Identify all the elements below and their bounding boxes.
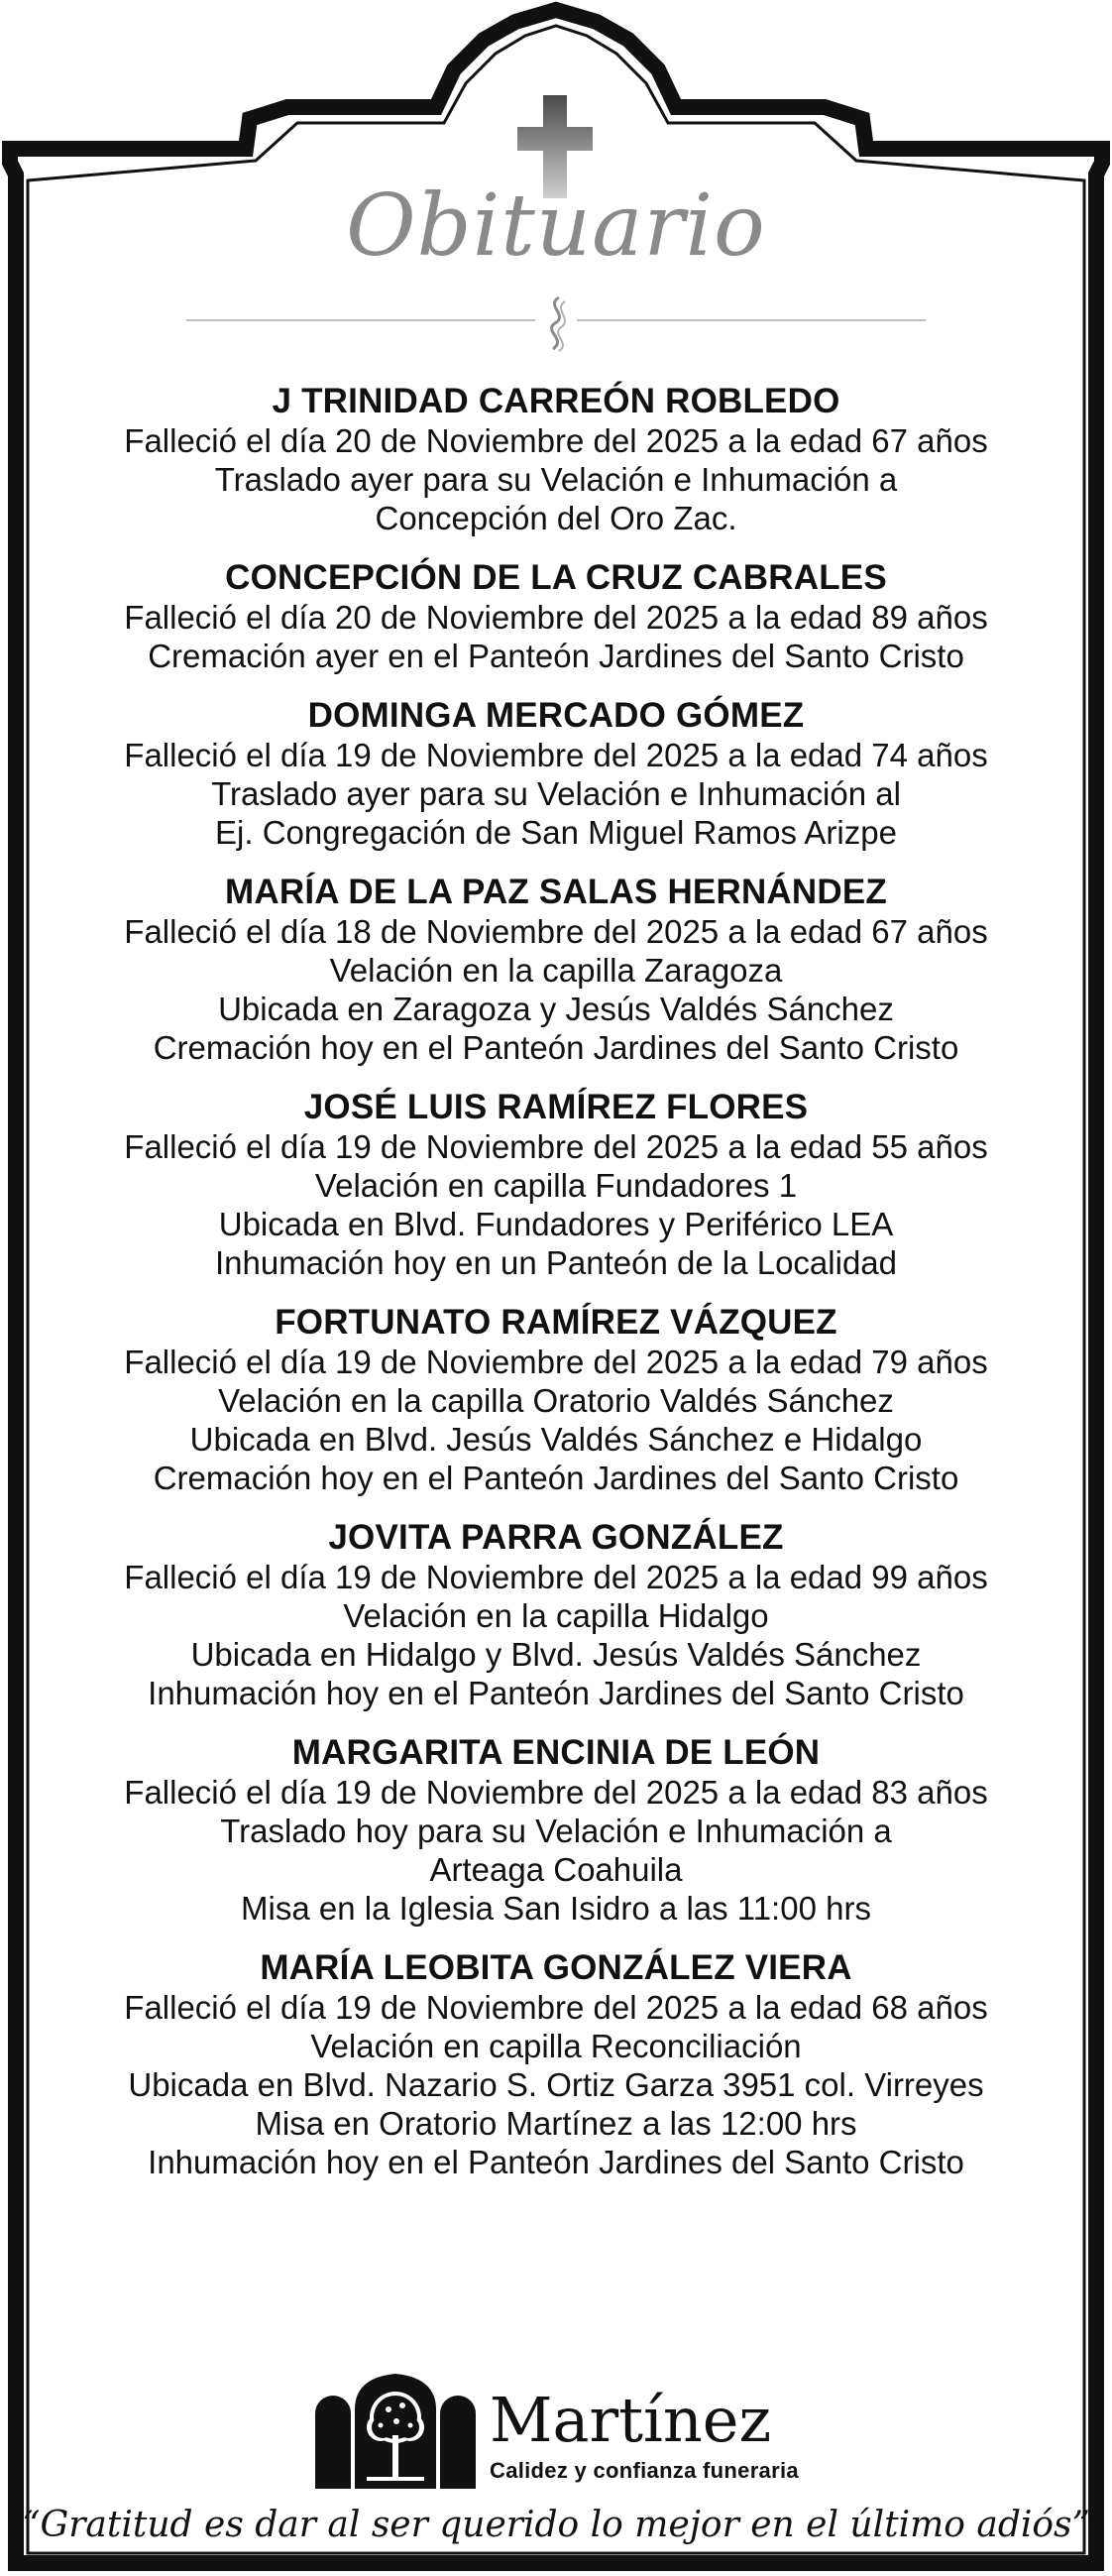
entry-line: Velación en capilla Fundadores 1 bbox=[314, 1167, 798, 1204]
entry-line: Cremación hoy en el Panteón Jardines del Santo Cristo bbox=[153, 1460, 959, 1496]
entry-line: Velación en capilla Reconciliación bbox=[310, 2028, 802, 2064]
obituary-entry bbox=[40, 381, 1072, 537]
entry-line: Cremación hoy en el Panteón Jardines del Santo Cristo bbox=[153, 1029, 959, 1066]
entry-line: Velación en la capilla Zaragoza bbox=[329, 952, 783, 989]
deceased-name: MARÍA DE LA PAZ SALAS HERNÁNDEZ bbox=[225, 873, 887, 911]
flourish-icon bbox=[535, 293, 577, 353]
obituary-list bbox=[40, 381, 1072, 2201]
deceased-name: JOSÉ LUIS RAMÍREZ FLORES bbox=[303, 1088, 809, 1126]
obituary-entry bbox=[40, 1947, 1072, 2181]
entry-line: Misa en la Iglesia San Isidro a las 11:00 hrs bbox=[241, 1890, 871, 1927]
deceased-name: MARÍA LEOBITA GONZÁLEZ VIERA bbox=[260, 1948, 852, 1987]
entry-line: Ubicada en Blvd. Nazario S. Ortiz Garza 3951 col. Virreyes bbox=[128, 2066, 984, 2103]
deceased-name: CONCEPCIÓN DE LA CRUZ CABRALES bbox=[225, 558, 887, 597]
deceased-name: DOMINGA MERCADO GÓMEZ bbox=[307, 696, 805, 735]
obituary-entry bbox=[40, 695, 1072, 852]
entry-line: Ubicada en Hidalgo y Blvd. Jesús Valdés Sánchez bbox=[190, 1636, 922, 1673]
entry-line: Traslado ayer para su Velación e Inhumación al bbox=[211, 775, 901, 812]
entry-line: Velación en la capilla Hidalgo bbox=[343, 1597, 769, 1634]
obituary-entry bbox=[40, 1087, 1072, 1282]
entry-line: Ubicada en Blvd. Jesús Valdés Sánchez e Hidalgo bbox=[189, 1421, 923, 1458]
entry-line: Falleció el día 19 de Noviembre del 2025 a la edad 83 años bbox=[124, 1774, 988, 1811]
entry-line: Falleció el día 19 de Noviembre del 2025 a la edad 68 años bbox=[124, 1989, 988, 2026]
entry-line: Ubicada en Zaragoza y Jesús Valdés Sánchez bbox=[218, 991, 894, 1027]
entry-line: Inhumación hoy en el Panteón Jardines del Santo Cristo bbox=[148, 1675, 964, 1711]
deceased-name: FORTUNATO RAMÍREZ VÁZQUEZ bbox=[275, 1303, 837, 1342]
obituary-entry bbox=[40, 1517, 1072, 1712]
entry-line: Misa en Oratorio Martínez a las 12:00 hrs bbox=[255, 2105, 857, 2142]
page-title: Obituario bbox=[346, 176, 766, 276]
entry-line: Traslado ayer para su Velación e Inhumación a bbox=[214, 461, 898, 498]
entry-line: Cremación ayer en el Panteón Jardines del Santo Cristo bbox=[148, 638, 964, 674]
obituary-entry bbox=[40, 557, 1072, 675]
deceased-name: JOVITA PARRA GONZÁLEZ bbox=[328, 1518, 784, 1557]
deceased-name: MARGARITA ENCINIA DE LEÓN bbox=[291, 1733, 821, 1772]
entry-line: Falleció el día 20 de Noviembre del 2025 a la edad 89 años bbox=[124, 599, 988, 636]
entry-line: Inhumación hoy en el Panteón Jardines del Santo Cristo bbox=[148, 2144, 964, 2180]
obituary-entry bbox=[40, 872, 1072, 1067]
entry-line: Falleció el día 19 de Noviembre del 2025 a la edad 55 años bbox=[124, 1128, 988, 1165]
funeral-home-logo bbox=[311, 2370, 480, 2489]
closing-quote: “Gratitud es dar al ser querido lo mejor en el último adiós” bbox=[22, 2505, 1090, 2545]
entry-line: Ubicada en Blvd. Fundadores y Periférico LEA bbox=[218, 1206, 894, 1242]
brand-tagline: Calidez y confianza funeraria bbox=[490, 2458, 799, 2483]
entry-line: Traslado hoy para su Velación e Inhumación a bbox=[220, 1813, 892, 1849]
deceased-name: J TRINIDAD CARREÓN ROBLEDO bbox=[272, 382, 840, 420]
brand-name: Martínez bbox=[490, 2384, 772, 2456]
obituary-entry bbox=[40, 1302, 1072, 1497]
entry-line: Falleció el día 20 de Noviembre del 2025 a la edad 67 años bbox=[124, 422, 988, 459]
entry-line: Falleció el día 18 de Noviembre del 2025 a la edad 67 años bbox=[124, 913, 988, 950]
entry-line: Ej. Congregación de San Miguel Ramos Arizpe bbox=[215, 814, 897, 851]
entry-line: Concepción del Oro Zac. bbox=[375, 500, 737, 536]
entry-line: Arteaga Coahuila bbox=[429, 1851, 683, 1888]
entry-line: Falleció el día 19 de Noviembre del 2025 a la edad 79 años bbox=[124, 1344, 988, 1380]
obituary-entry bbox=[40, 1732, 1072, 1928]
entry-line: Velación en la capilla Oratorio Valdés Sánchez bbox=[218, 1382, 894, 1419]
entry-line: Falleció el día 19 de Noviembre del 2025 a la edad 74 años bbox=[124, 737, 988, 773]
entry-line: Falleció el día 19 de Noviembre del 2025 a la edad 99 años bbox=[124, 1559, 988, 1595]
entry-line: Inhumación hoy en un Panteón de la Localidad bbox=[214, 1244, 898, 1281]
